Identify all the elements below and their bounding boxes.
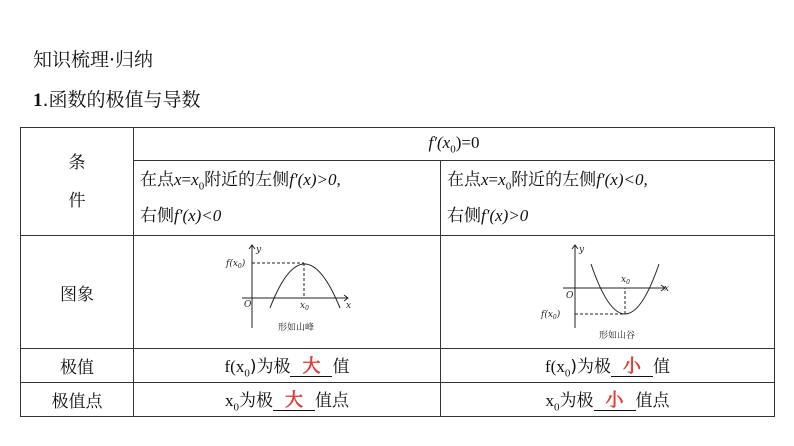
right-point-x: x [545,391,554,411]
right-cond-x0-sub: 0 [505,180,512,193]
valley-origin-label: O [565,291,573,302]
right-cond-x0: x [498,170,506,189]
right-point-post: 值点 [635,391,670,412]
subsection-title [33,85,201,112]
right-condition-cell [441,161,775,236]
left-extreme-blank [290,358,332,377]
top-condition-tail: )=0 [455,132,480,152]
valley-caption: 形如山谷 [598,331,635,342]
subsection-text: .函数的极值与导数 [42,89,201,111]
section-title: 知识梳理·归纳 [33,49,154,71]
extreme-point-row [21,383,775,417]
right-point-mid: 为极 [559,391,594,412]
left-point-x: x [225,391,234,411]
left-point-post: 值点 [315,391,349,412]
right-condition-line2 [447,201,768,231]
peak-caption: 形如山峰 [278,323,315,334]
right-condition-line1 [447,165,768,201]
valley-fx0-label: $f(x_0)$ [540,310,560,322]
left-extreme-cell [134,349,441,383]
left-cond-text-a: 在点 [140,170,174,190]
peak-x0-label: $x_0$ [300,301,309,313]
right-extreme-point-cell [441,383,775,417]
peak-x-label: x [346,301,352,312]
extreme-point-label: 极值点 [21,383,134,417]
extreme-value-row [21,349,775,383]
left-condition-line2 [140,201,434,231]
left-condition-line1 [140,165,434,201]
left-extreme-point-cell [134,383,441,417]
condition-label-cell [21,128,134,236]
left-cond-x0-sub: 0 [198,180,205,193]
left-cond-eq: = [181,170,192,189]
peak-y-label: y [256,245,262,256]
left-point-answer: 大 [285,390,303,412]
extremum-table [20,127,775,417]
top-condition-f: f′(x [428,132,451,152]
right-extreme-sub: 0 [564,367,571,380]
top-condition-sub: 0 [450,143,456,156]
valley-y-label: y [578,245,584,256]
left-condition-cell [134,161,441,236]
right-cond-text-a: 在点 [447,170,481,190]
valley-x0-label: $x_0$ [620,275,630,287]
extreme-label: 极值 [21,349,134,383]
left-cond-x: x [174,170,182,189]
left-cond2-text: 右侧 [140,206,174,227]
right-cond-x: x [481,170,489,189]
left-extreme-answer: 大 [302,356,321,378]
right-cond-deriv: f′(x)<0, [596,170,648,189]
left-cond2-deriv: f′(x)<0 [174,206,222,226]
right-extreme-f: f(x [545,357,565,377]
right-graph-cell [441,236,775,349]
left-point-blank [273,392,315,411]
graph-row [21,236,775,349]
left-extreme-mid: )为极 [249,357,291,378]
peak-graph [212,242,362,342]
condition-header-row [21,128,775,161]
left-point-mid: 为极 [239,391,273,412]
right-extreme-answer: 小 [622,356,641,378]
right-extreme-post: 值 [652,357,670,378]
right-extreme-mid: )为极 [570,357,611,378]
peak-origin-label: O [244,300,252,311]
peak-fx0-label: $f(x_0)$ [226,259,246,271]
right-point-sub: 0 [554,401,560,414]
left-extreme-post: 值 [332,357,350,378]
left-cond-text-f: 附近的左侧 [204,170,290,190]
left-extreme-sub: 0 [244,367,250,380]
right-cond-eq: = [488,170,499,189]
graph-label: 图象 [21,236,134,349]
condition-label-1: 条 [68,152,86,173]
top-condition-cell [134,128,775,161]
left-cond-deriv: f′(x)>0, [289,170,341,189]
right-cond2-deriv: f′(x)>0 [481,206,529,226]
right-cond2-text: 右侧 [447,206,481,227]
right-extreme-cell [441,349,775,383]
right-cond-text-f: 附近的左侧 [511,170,597,190]
valley-graph [533,240,683,344]
left-graph-cell [134,236,441,349]
condition-detail-row [21,161,775,236]
left-point-sub: 0 [233,401,239,414]
left-cond-x0: x [191,170,199,189]
right-extreme-blank [611,358,653,377]
right-point-blank [594,392,636,411]
subsection-number: 1 [33,90,43,111]
right-point-answer: 小 [605,390,624,412]
valley-x-label: x [663,284,669,295]
left-extreme-f: f(x [224,357,245,377]
condition-label-2: 件 [68,190,86,211]
